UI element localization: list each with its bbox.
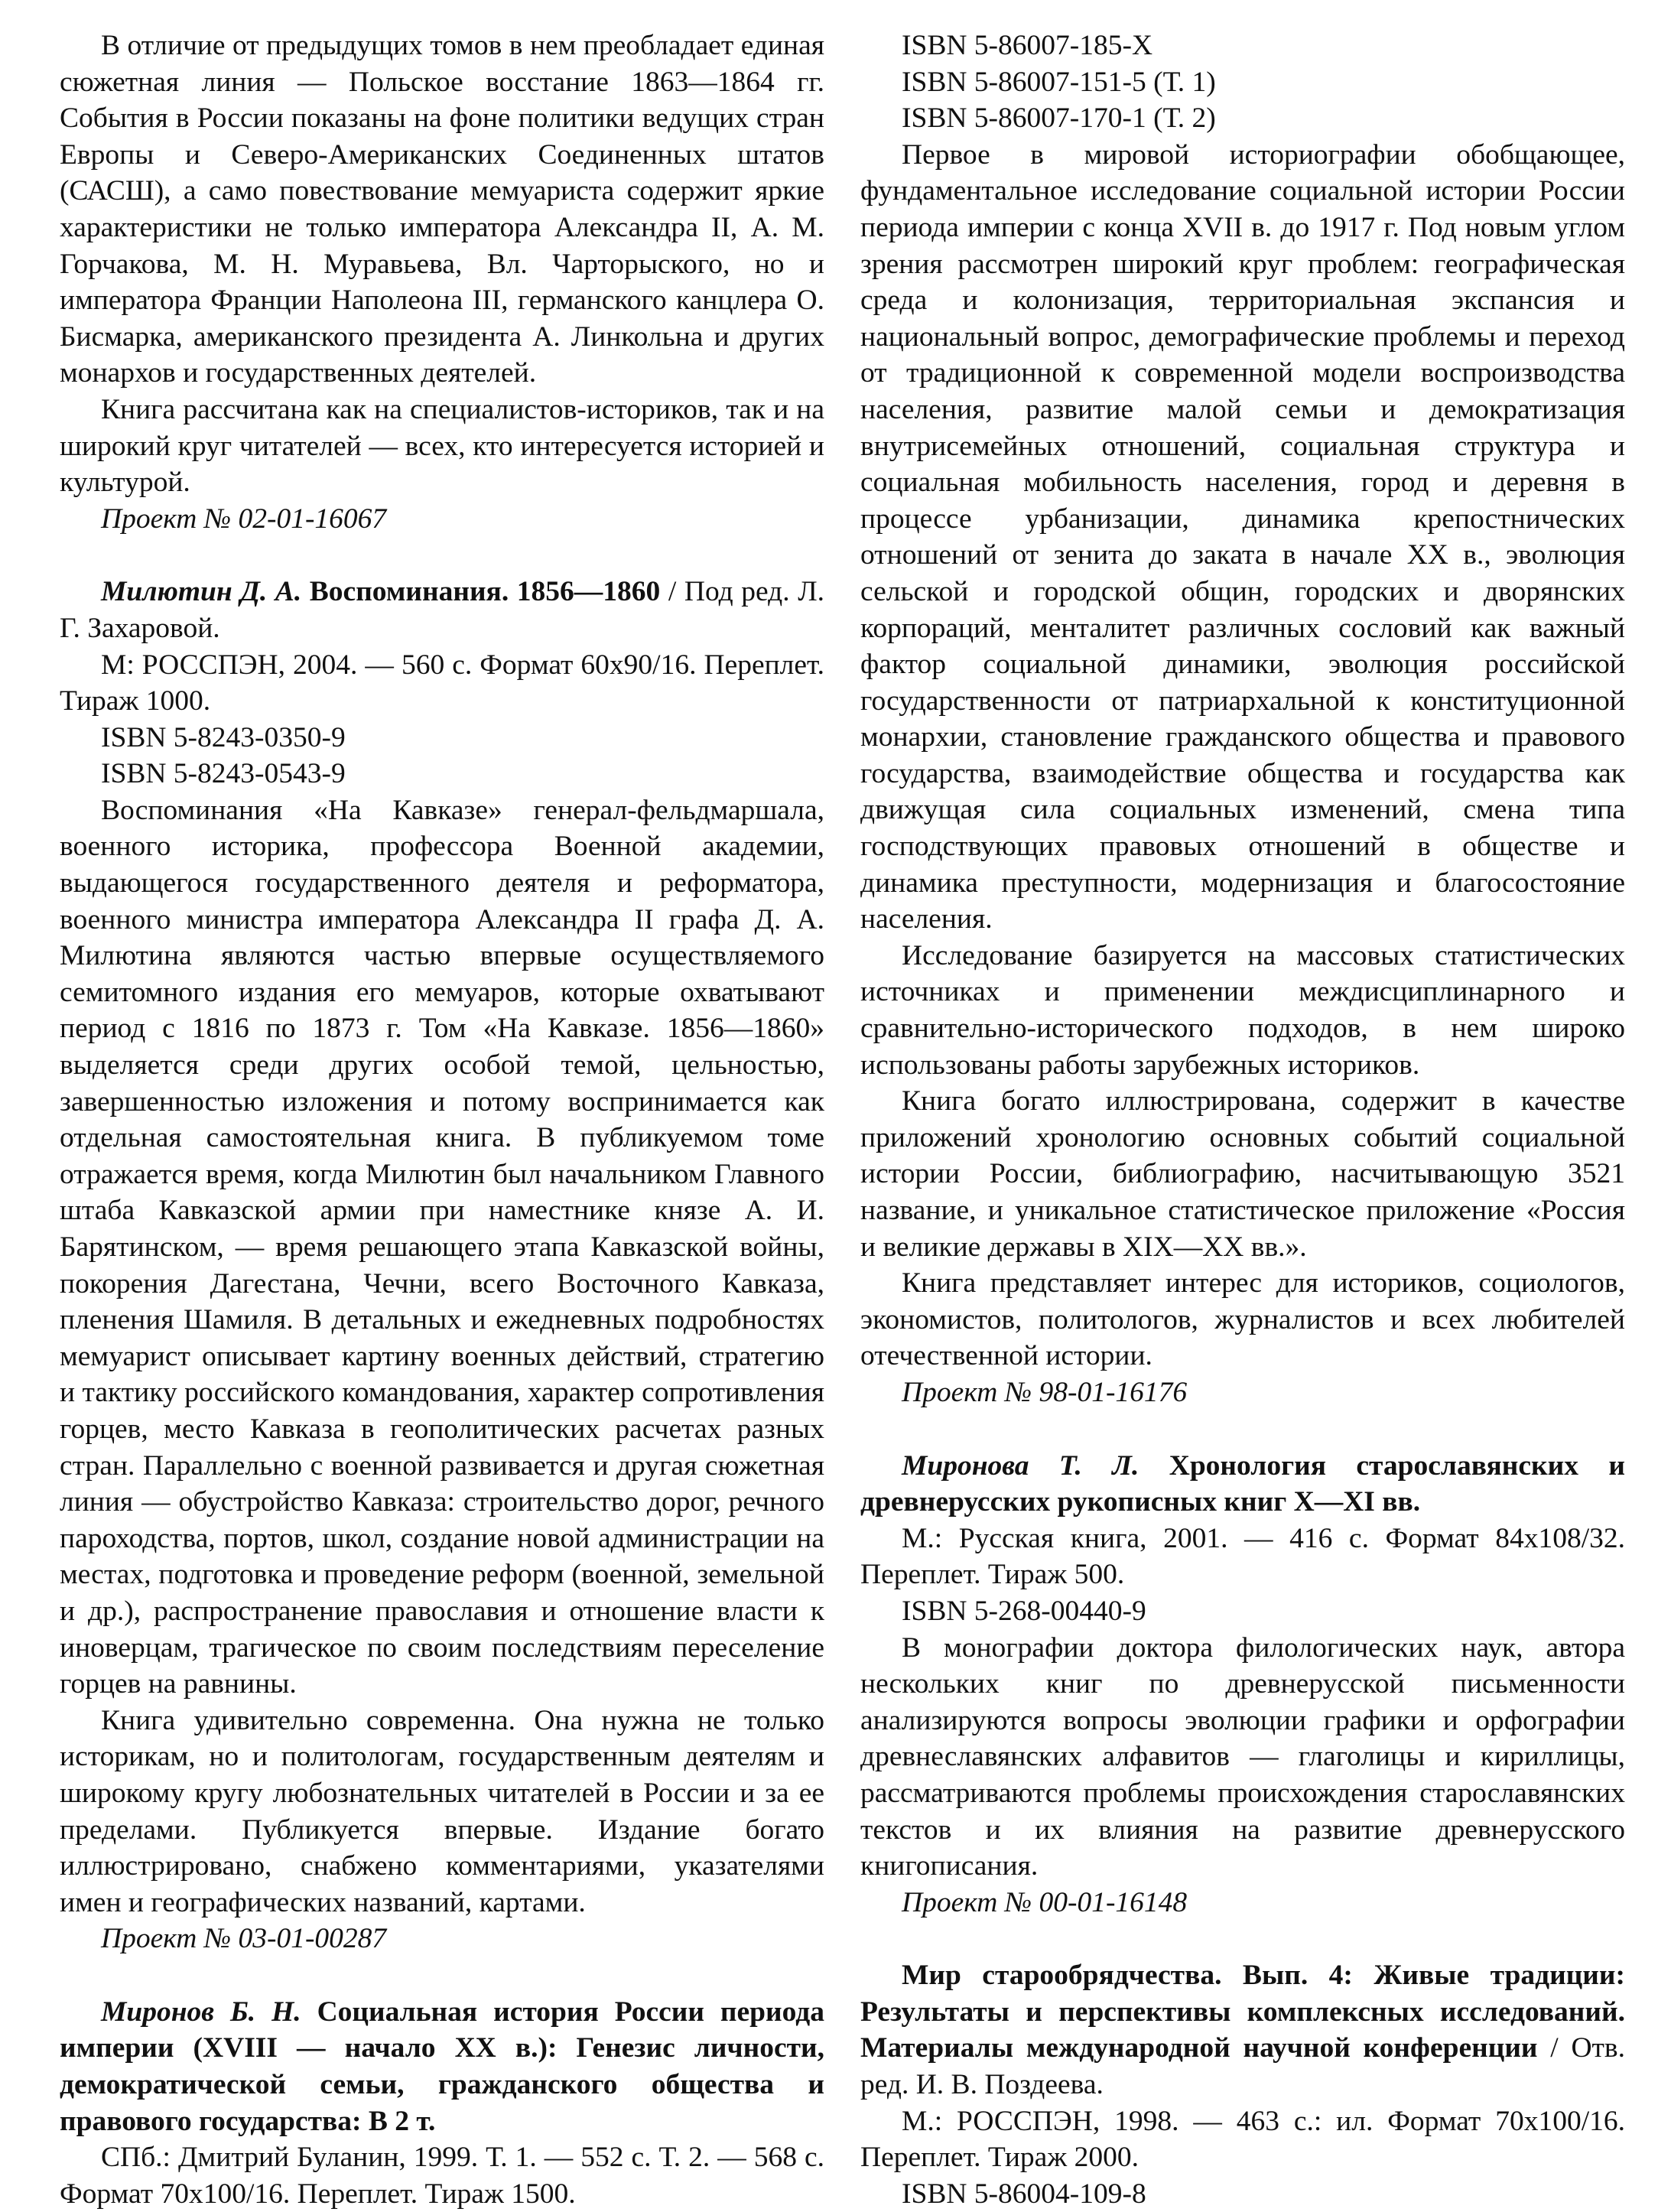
entry-annotation-2: Исследование базируется на массовых статистических источниках и применении междисциплинарного и сравнительно-исторического подходов, в нем широко использованы работы зарубежных историков. [860,939,1625,1081]
entry-title: Хронология старославянских и древнерусских рукописных книг X—XI вв. [860,1449,1625,1518]
entry-author: Милютин Д. А. [101,576,302,608]
isbn-line: ISBN 5-86004-109-8 [902,2178,1146,2210]
entry-annotation-1: Воспоминания «На Кавказе» генерал-фельдмаршала, военного историка, профессора Военной академии, выдающегося государственного деятеля и реформатора, военного министра императора Александра II графа Д. А. Милютина являются частью впервые осуществляемого семитомного издания его мемуаров, которые охватывают период с 1816 по 1873 г. Том «На Кавказе. 1856—1860» выделяется среди других особой темой, цельностью, завершенностью изложения и потому воспринимается как отдельная самостоятельная книга. В публикуемом томе отражается время, когда Милютин был начальником Главного штаба Кавказской армии при наместнике князе А. И. Барятинском, — время решающего этапа Кавказской войны, покорения Дагестана, Чечни, всего Восточного Кавказа, пленения Шамиля. В детальных и ежедневных подробностях мемуарист описывает картину военных действий, стратегию и тактику российского командования, характер сопротивления горцев, место Кавказа в геополитических расчетах разных стран. Параллельно с военной развивается и другая сюжетная линия — обустройство Кавказа: строительство дорог, речного пароходства, портов, школ, создание новой администрации на местах, подготовка и проведение реформ (военной, земельной и др.), распространение православия и отношение власти к иноверцам, трагическое по своим последствиям переселение горцев на равнины. [60,794,824,1700]
intro-paragraph-1: В отличие от предыдущих томов в нем преобладает единая сюжетная линия — Польское восстание 1863—1864 гг. События в России показаны на фоне политики ведущих стран Европы и Северо-Американских Соединенных штатов (САСШ), а само повествование мемуариста содержит яркие характеристики не только императора Александра II, А. М. Горчакова, М. Н. Муравьева, Вл. Чарторыского, но и императора Франции Наполеона III, германского канцлера О. Бисмарка, американского президента А. Линкольна и других монархов и государственных деятелей. [60,30,824,389]
entry-title: Социальная история России периода империи (XVIII — начало XX в.): Генезис личности, демократической семьи, гражданского общества и правового государства: В 2 т. [60,1996,824,2137]
entry-heading-mironova [860,1448,1625,1521]
entry-title: Воспоминания. 1856—1860 [309,576,661,608]
isbn-line: ISBN 5-86007-185-X [902,30,1153,61]
project-number: Проект № 98-01-16176 [902,1376,1188,1408]
isbn-line: ISBN 5-8243-0350-9 [101,721,346,753]
entry-title: Мир старообрядчества. Вып. 4: Живые традиции: Результаты и перспективы комплексных исследований. Материалы международной научной конференции [860,1960,1625,2064]
isbn-line: ISBN 5-86007-151-5 (Т. 1) [902,66,1216,98]
entry-annotation-2: Книга удивительно современна. Она нужна не только историкам, но и политологам, государственным деятелям и широкому кругу любознательных читателей в России и за ее пределами. Публикуется впервые. Издание богато иллюстрировано, снабжено комментариями, указателями имен и географических названий, картами. [60,1704,824,1918]
entry-editor: / Под ред. Л. Г. Захаровой. [60,576,825,644]
entry-annotation-1: В монографии доктора филологических наук, автора нескольких книг по древнерусской письменности анализируются вопросы эволюции графики и орфографии древнеславянских алфавитов — глаголицы и кириллицы, рассматриваются проблемы происхождения старославянских текстов и их влияния на развитие древнерусского книгописания. [860,1631,1625,1882]
entry-separator [860,1411,1625,1448]
entry-imprint: М.: Русская книга, 2001. — 416 с. Формат 84х108/32. Переплет. Тираж 500. [860,1522,1625,1591]
entry-imprint: М.: РОССПЭН, 1998. — 463 с.: ил. Формат 70х100/16. Переплет. Тираж 2000. [860,2105,1625,2174]
entry-separator [60,537,824,574]
entry-imprint: СПб.: Дмитрий Буланин, 1999. Т. 1. — 552 с. Т. 2. — 568 с. Формат 70х100/16. Переплет. Тираж 1500. [60,2142,824,2210]
project-number: Проект № 03-01-00287 [101,1923,387,1955]
isbn-line: ISBN 5-268-00440-9 [902,1595,1146,1627]
entry-annotation-3: Книга богато иллюстрирована, содержит в качестве приложений хронологию основных событий социальной истории России, библиографию, насчитывающую 3521 название, и уникальное статистическое приложение «Россия и великие державы в XIX—XX вв.». [860,1085,1625,1263]
entry-annotation-1: Первое в мировой историографии обобщающее, фундаментальное исследование социальной истории России периода империи с конца XVII в. до 1917 г. Под новым углом зрения рассмотрен широкий круг проблем: географическая среда и колонизация, территориальная экспансия и национальный вопрос, демографические проблемы и переход от традиционной к современной модели воспроизводства населения, развитие малой семьи и демократизация внутрисемейных отношений, социальная структура и социальная мобильность населения, город и деревня в процессе урбанизации, динамика крепостнических отношений от зенита до заката в начале XX в., эволюция сельской и городской общин, городских и дворянских корпораций, менталитет различных сословий как важный фактор социальной динамики, эволюция российской государственности от патриархальной к конституционной монархии, становление гражданского общества и правового государства, взаимодействие общества и государства как движущая сила социальных изменений, смена типа господствующих правовых отношений в обществе и динамика преступности, модернизация и благосостояние населения. [860,138,1625,935]
entry-editor: / Отв. ред. И. В. Поздеева. [860,2032,1625,2101]
entry-heading-mironov [60,1994,824,2139]
entry-heading-mir-staroobryadchestva [860,1957,1625,2103]
entry-separator [60,1957,824,1994]
entry-author: Миронов Б. Н. [101,1996,301,2028]
entry-heading-milyutin [60,574,824,646]
isbn-line: ISBN 5-8243-0543-9 [101,758,346,790]
isbn-line: ISBN 5-86007-170-1 (Т. 2) [902,102,1216,135]
project-number: Проект № 00-01-16148 [902,1886,1188,1918]
entry-imprint: М: РОССПЭН, 2004. — 560 с. Формат 60х90/16. Переплет. Тираж 1000. [60,649,824,717]
entry-author: Миронова Т. Л. [902,1449,1139,1482]
intro-paragraph-2: Книга рассчитана как на специалистов-историков, так и на широкий круг читателей — всех, кто интересуется историей и культурой. [60,393,824,499]
entry-separator [860,1921,1625,1957]
left-column [60,28,825,2210]
right-column [860,28,1625,2210]
project-number: Проект № 02-01-16067 [101,503,387,535]
entry-annotation-4: Книга представляет интерес для историков, социологов, экономистов, политологов, журналистов и всех любителей отечественной истории. [860,1267,1625,1372]
